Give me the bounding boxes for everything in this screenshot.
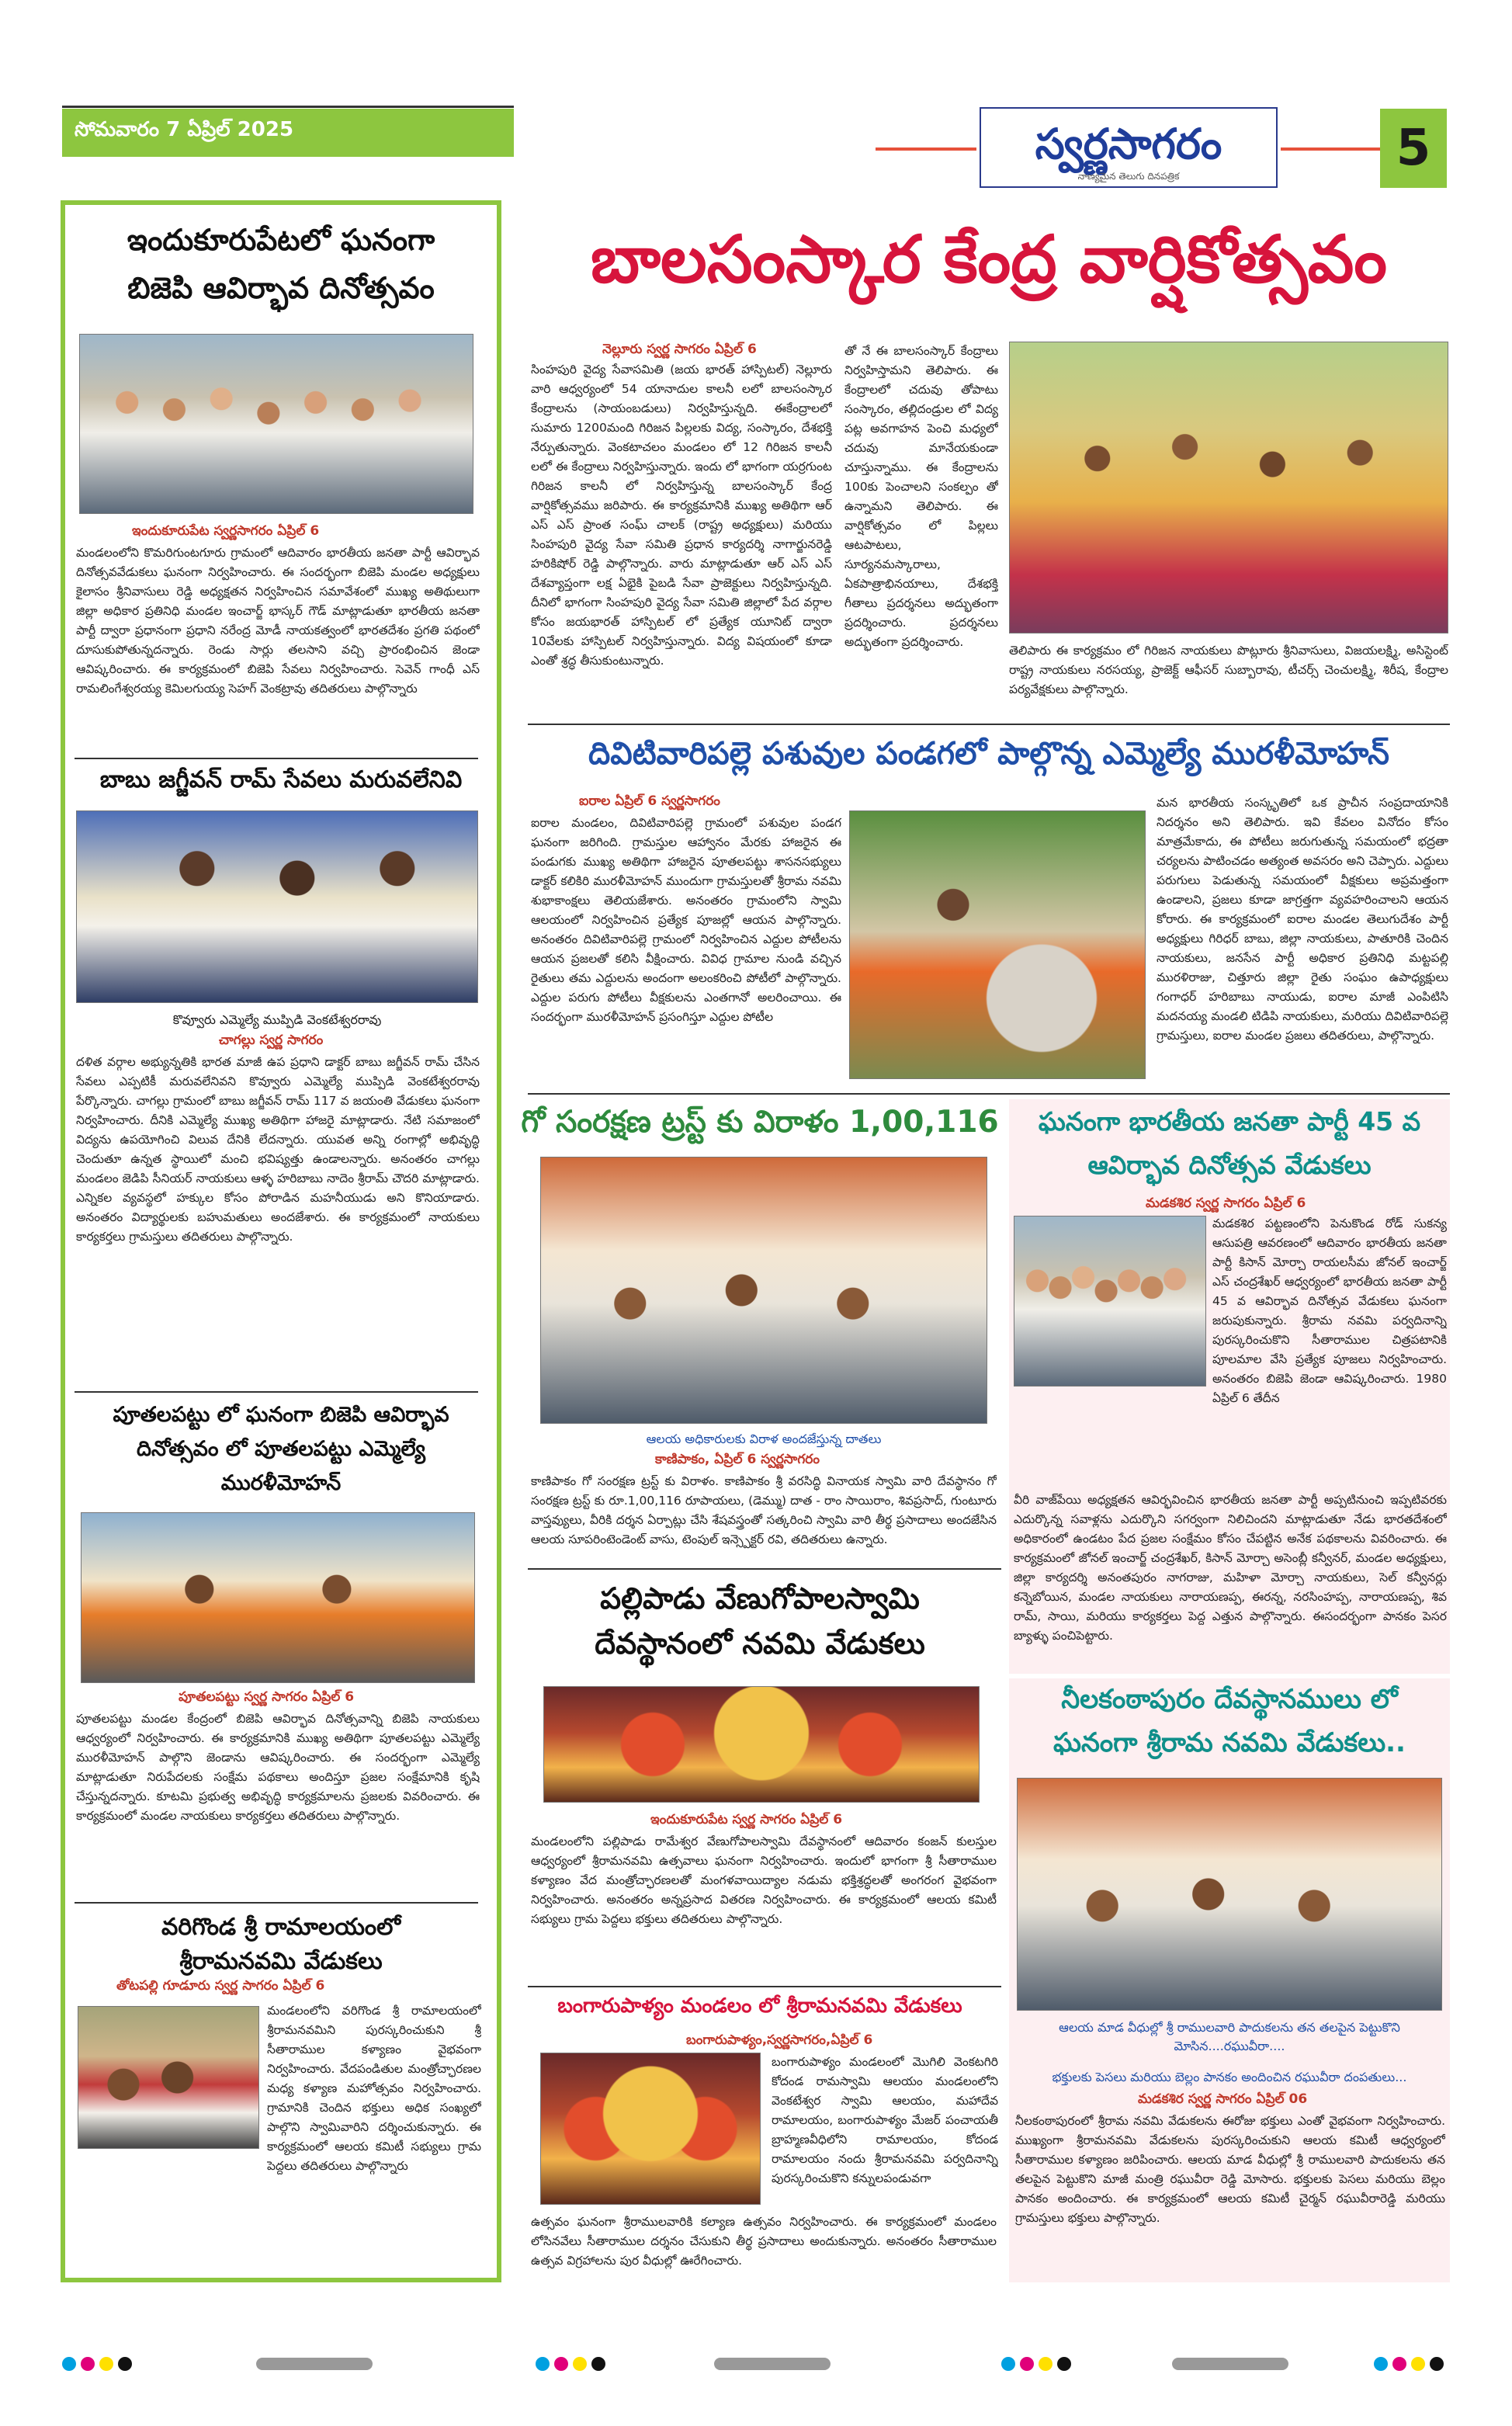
masthead-red-line-left <box>876 148 976 151</box>
pallipadu-photo <box>543 1686 980 1803</box>
masthead <box>0 0 1512 202</box>
trust-caption: ఆలయ అధికారులకు విరాళ అందజేస్తున్న దాతలు <box>646 1432 882 1446</box>
s4-top-rule <box>75 1902 478 1904</box>
s2-body: దళిత వర్గాల అభ్యున్నతికి భారత మాజీ ఉప ప్రధాని డాక్టర్ బాబు జగ్జీవన్ రామ్ చేసిన సేవలు ఎప్పటికీ మరువలేనివని కొవ్వూరు ఎమ్మెల్యే ముప్పిడి వెంకటేశ్వరరావు పేర్కొన్నారు. చాగల్లు గ్రామంలో బాబు జగ్జీవన్ రామ్ 117 వ జయంతి వేడుకలు ఘనంగా నిర్వహించారు. దీనికి ఎమ్మెల్యే ముఖ్య అతిథిగా హాజరై మాట్లాడారు. నేటి సమాజంలో విద్యను ఉపయోగించి విలువ దేనికి లేదన్నారు. యువత అన్ని రంగాల్లో అభివృద్ధి చెందుతూ ఉన్నత స్థాయిలో మంచి భవిష్యత్తు ఉండాలన్నారు. అనంతరం చాగల్లు మండలం జెడిపి సీనియర్ నాయకులు ఆళ్ళ హరిబాబు నాదెం శ్రీరామ్ చౌదరి మాట్లాడారు. ఎన్నికల వ్యవస్థలో హక్కుల కోసం పోరాడిన మహనీయుడు అని కొనియాడారు. అనంతరం విద్యార్థులకు బహుమతులు అందజేశారు. ఈ కార్యక్రమంలో నాయకులు కార్యకర్తలు గ్రామస్తులు తదితరులు పాల్గొన్నారు. <box>76 1055 480 1244</box>
pallipadu-credit: ఇందుకూరుపేట స్వర్ణ సాగరం ఏప్రిల్ 6 <box>650 1812 843 1827</box>
s2-credit: చాగల్లు స్వర్ణ సాగరం <box>219 1033 324 1048</box>
bjp45-body-top: మడకశిర పట్టణంలోని పెనుకొండ రోడ్ సుకన్య ఆసుపత్రి ఆవరణంలో ఆదివారం భారతీయ జనతా పార్టీ కిసాన్ మోర్చా రాయలసీమ జోనల్ ఇంచార్జ్ ఎస్ చంద్రశేఖర్ ఆధ్వర్యంలో భారతీయ జనతా పార్టీ 45 వ ఆవిర్భావ దినోత్సవ వేడుకలు ఘనంగా జరుపుకున్నారు. శ్రీరామ నవమి పర్వదినాన్ని పురస్కరించుకొని సీతారాముల చిత్రపటానికి పూలమాల వేసి ప్రత్యేక పూజలు నిర్వహించారు. అనంతరం బిజెపి జెండా ఆవిష్కరించారు. 1980 ఏప్రిల్ 6 తేదీన <box>1212 1216 1447 1405</box>
pallipadu-title-line1: పల్లిపాడు వేణుగోపాలస్వామి <box>600 1581 920 1616</box>
main-headline: బాలసంస్కార కేంద్ర వార్షికోత్సవం <box>590 221 1387 297</box>
cattle-photo <box>849 810 1146 1079</box>
reg-dot-cyan-1 <box>62 2357 76 2371</box>
trust-body: కాణిపాకం గో సంరక్షణ ట్రస్ట్ కు విరాళం. కాణిపాకం శ్రీ వరసిద్ధి వినాయక స్వామి వారి దేవస్థానం గో సంరక్షణ ట్రస్ట్ కు రూ.1,00,116 రూపాయలు, (డెమ్ము) దాత - రాం సాయిరాం, శివప్రసాద్, గుంటూరు వాస్తవ్యులు, వీరికి దర్శన ఏర్పాట్లు చేసి శేషవస్త్రంతో సత్కరించి స్వామి వారి తీర్థ ప్రసాదాలు అందజేసిన ఆలయ సూపరింటెండెంట్ వాసు, టెంపుల్ ఇన్స్పెక్టర్ రవి, తదితరులు ఉన్నారు. <box>531 1474 997 1546</box>
main-body-col2: తో నే ఈ బాలసంస్కార్ కేంద్రాలు నిర్వహిస్తామని తెలిపారు. ఈ కేంద్రాలలో చదువు తోపాటు సంస్కారం, తల్లిదండ్రుల లో విద్య పట్ల అవగాహన పెంచి మధ్యలో చదువు మానేయకుండా చూస్తున్నాము. ఈ కేంద్రాలను 100కు పెంచాలని సంకల్పం తో ఉన్నామని తెలిపారు. ఈ వార్షికోత్సవం లో పిల్లలు ఆటపాటలు, సూర్యనమస్కారాలు, ఏకపాత్రాభినయాలు, దేశభక్తి గీతాలు ప్రదర్శనలు అద్భుతంగా ప్రదర్శించారు. ప్రదర్శనలు అద్భుతంగా ప్రదర్శించారు. <box>844 344 998 649</box>
cattle-body-right: మన భారతీయ సంస్కృతిలో ఒక ప్రాచీన సంప్రదాయానికి నిదర్శనం అని తెలిపారు. ఇవి కేవలం వినోదం కోసం మాత్రమేకాదు, ఈ పోటీలు జరుగుతున్న సమయంలో భద్రతా చర్యలను పాటించడం అత్యంత అవసరం అని చెప్పారు. ఎద్దులు పరుగులు పెడుతున్న సమయంలో వీక్షకులు అప్రమత్తంగా ఉండాలని, ప్రజలు కూడా జాగ్రత్తగా వ్యవహరించాలని ఆయన కోరారు. ఈ కార్యక్రమంలో ఐరాల మండల తెలుగుదేశం పార్టీ అధ్యక్షులు గిరిధర్ బాబు, జిల్లా నాయకులు, పాతూరికి చెందిన నాయకులు, జనసేన పార్టీ అధికార ప్రతినిధి మట్టపల్లి మురళిరాజు, చిత్తూరు జిల్లా రైతు సంఘం ఉపాధ్యక్షులు గంగాధర్ హరిబాబు నాయుడు, ఐరాల మాజీ ఎంపిటిసి మదనయ్య మండలి టిడిపి నాయకులు, మరియు దివిటివారిపల్లె గ్రామస్తులు, ఐరాల మండల ప్రజలు తదితరులు, పాల్గొన్నారు. <box>1157 796 1448 1043</box>
s3-title-line2: దినోత్సవం లో పూతలపట్టు ఎమ్మెల్యే <box>137 1437 425 1461</box>
bangarupalem-body-wide: ఉత్సవం ఘనంగా శ్రీరాములవారికి కల్యాణ ఉత్సవం నిర్వహించారు. ఈ కార్యక్రమంలో మండలం లోసినవేలు సీతారాముల దర్శనం చేసుకుని తీర్థ ప్రసాదాలు అందుకున్నారు. అనంతరం సీతారాముల ఉత్సవ విగ్రహాలను పుర వీధుల్లో ఊరేగించారు. <box>531 2215 997 2268</box>
s2-title: బాబు జగ్జీవన్ రామ్ సేవలు మరువలేనివి <box>99 766 463 793</box>
s2-photo <box>76 810 478 1003</box>
reg-dot-cyan-3 <box>1001 2357 1015 2371</box>
bjp45-credit: మడకశిర స్వర్ణ సాగరం ఏప్రిల్ 6 <box>1146 1196 1306 1211</box>
s4-credit: తోటపల్లి గూడూరు స్వర్ణ సాగరం ఏప్రిల్ 6 <box>116 1978 325 1994</box>
neelakanta-photo <box>1017 1778 1442 2011</box>
trust-photo <box>540 1157 987 1424</box>
reg-dot-magenta-3 <box>1020 2357 1034 2371</box>
trust-credit: కాణిపాకం, ఏప్రిల్ 6 స్వర్ణసాగరం <box>655 1452 820 1467</box>
reg-dot-magenta-4 <box>1392 2357 1406 2371</box>
cattle-bottom-rule <box>528 1093 1450 1095</box>
neelakanta-caption-line2: భక్తులకు పెసలు మరియు బెల్లం పానకం అందించిన రఘువీరా దంపతులు... <box>1052 2070 1407 2084</box>
cattle-headline: దివిటివారిపల్లె పశువుల పండగలో పాల్గొన్న ఎమ్మెల్యే మురళీమోహన్ <box>588 736 1389 772</box>
neelakanta-caption-line1: ఆలయ మాడ వీధుల్లో శ్రీ రాములవారి పాదుకలను తన తలపైన పెట్టుకొని మోసిన....రఘువీరా.... <box>1059 2020 1400 2053</box>
pallipadu-body: మండలంలోని పల్లిపాడు రామేశ్వర వేణుగోపాలస్వామి దేవస్థానంలో ఆదివారం కంజన్ కులస్తుల ఆధ్వర్యంలో శ్రీరామనవమి ఉత్సవాలు ఘనంగా నిర్వహించారు. ఇందులో భాగంగా శ్రీ సీతారాముల కళ్యాణం వేద మంత్రోచ్ఛారణలతో మంగళవాయిద్యాల నడుమ భక్తిశ్రద్ధలతో అంగరంగ వైభవంగా నిర్వహించారు. అనంతరం అన్నప్రసాద వితరణ నిర్వహించారు. ఈ కార్యక్రమంలో ఆలయ కమిటీ సభ్యులు గ్రామ పెద్దలు భక్తులు తదితరులు పాల్గొన్నారు. <box>531 1834 997 1926</box>
bjp45-title-line2: ఆవిర్భావ దినోత్సవ వేడుకలు <box>1087 1150 1372 1180</box>
registration-marks <box>0 2352 1512 2383</box>
reg-dot-cyan-2 <box>536 2357 550 2371</box>
neelakanta-title-line1: నీలకంఠాపురం దేవస్థానములు లో <box>1061 1684 1398 1715</box>
page-number: 5 <box>1396 120 1431 177</box>
s3-photo <box>81 1512 475 1683</box>
pallipadu-title-line2: దేవస్థానంలో నవమి వేడుకలు <box>595 1626 925 1661</box>
reg-dot-yellow-1 <box>99 2357 113 2371</box>
s4-body: మండలంలోని వరిగొండ శ్రీ రామాలయంలో శ్రీరామనవమిని పురస్కరించుకుని శ్రీ సీతారాముల కళ్యాణం వైభవంగా నిర్వహించారు. వేదపండితుల మంత్రోచ్ఛారణల మధ్య కళ్యాణ మహోత్సవం నిర్వహించారు. గ్రామానికి చెందిన భక్తులు అధిక సంఖ్యలో పాల్గొని స్వామివారిని దర్శించుకున్నారు. ఈ కార్యక్రమంలో ఆలయ కమిటీ సభ్యులు గ్రామ పెద్దలు తదితరులు పాల్గొన్నారు <box>267 2004 481 2173</box>
bjp45-photo <box>1014 1216 1206 1387</box>
s1-title-line2: బిజెపి ఆవిర్భావ దినోత్సవం <box>127 271 435 305</box>
trust-headline: గో సంరక్షణ ట్రస్ట్ కు విరాళం 1,00,116 <box>521 1105 999 1140</box>
reg-dot-yellow-2 <box>573 2357 587 2371</box>
reg-dot-black-1 <box>118 2357 132 2371</box>
cattle-body-left: ఐరాల మండలం, దివిటివారిపల్లె గ్రామంలో పశువుల పండగ ఘనంగా జరిగింది. గ్రామస్తుల ఆహ్వానం మేరకు హాజరైన ఈ పండుగకు ముఖ్య అతిథిగా హాజరైన పూతలపట్టు శాసనసభ్యులు డాక్టర్ కలికిరి మురళీమోహన్ ముందుగా గ్రామస్తులతో శ్రీరామ నవమి శుభాకాంక్షలు తెలియజేశారు. అనంతరం గ్రామంలోని స్వామి ఆలయంలో నిర్వహించిన ప్రత్యేక పూజల్లో ఆయన పాల్గొన్నారు. అనంతరం దివిటివారిపల్లె గ్రామంలో నిర్వహించిన ఎద్దుల పోటీలను ఆయన ప్రజలతో కలిసి వీక్షించారు. వివిధ గ్రామాల నుండి వచ్చిన రైతులు తమ ఎద్దులను అందంగా అలంకరించి పోటీలో పాల్గొన్నారు. ఎద్దుల పరుగు పోటీలు వీక్షకులను ఎంతగానో అలరించాయి. ఈ సందర్భంగా మురళీమోహన్ ప్రసంగిస్తూ ఎద్దుల పోటీల <box>531 816 841 1024</box>
s2-caption: కొవ్వూరు ఎమ్మెల్యే ముప్పిడి వెంకటేశ్వరరావు <box>172 1012 382 1027</box>
main-body-col1: సింహపురి వైద్య సేవాసమితి (జయ భారత్ హాస్పిటల్) నెల్లూరు వారి ఆధ్వర్యంలో 54 యానాదుల కాలనీ లలో బాలసంస్కార కేంద్రాలను (సాయంబడులు) నిర్వహిస్తున్నది. ఈకేంద్రాలలో సుమారు 1200మంది గిరిజన పిల్లలకు విద్య, సంస్కారం, దేశభక్తి నేర్పుతున్నారు. వెంకటాచలం మండలం లో 12 గిరిజన కాలనీ లలో ఈ కేంద్రాలు నిర్వహిస్తున్నారు. ఇందు లో భాగంగా యర్రగుంట గిరిజన కాలనీ లో నిర్వహిస్తున్న బాలసంస్కార్ కేంద్ర వార్షికోత్సవము జరిపారు. ఈ కార్యక్రమానికి ముఖ్య అతిథిగా ఆర్ ఎస్ ఎస్ ప్రాంత సంఘ్ చాలక్ (రాష్ట్ర అధ్యక్షులు) మరియు సింహపురి వైద్య సేవా సమితి ప్రధాన కార్యదర్శి నాగార్జునరెడ్డి హరికిషోర్ రెడ్డి పాల్గొన్నారు. వారు మాట్లాడుతూ ఆర్ ఎస్ ఎస్ దేశవ్యాప్తంగా లక్ష ఏభైకి పైబడి సేవా ప్రాజెక్టులు నిర్వహిస్తున్నది. దీనిలో భాగంగా సింహపురి వైద్య సేవా సమితి జిల్లాలో పేద వర్గాల కోసం జయభారత్ హాస్పిటల్ లో ప్రత్యేక యూనిట్ ద్వారా 10వేలకు హాస్పిటల్ నిర్వహిస్తున్నారు. విద్య విషయంలో కూడా ఎంతో శ్రద్ధ తీసుకుంటున్నారు. <box>531 363 832 668</box>
neelakanta-credit: మడకశిర స్వర్ణ సాగరం ఏప్రిల్ 06 <box>1138 2091 1308 2107</box>
reg-dot-magenta-2 <box>554 2357 568 2371</box>
masthead-top-rule <box>62 106 514 108</box>
s1-photo <box>79 334 473 514</box>
reg-bar-1 <box>256 2358 373 2370</box>
masthead-logo-box <box>980 107 1278 188</box>
page-number-box <box>1380 109 1447 188</box>
reg-dot-black-3 <box>1057 2357 1071 2371</box>
reg-dot-black-4 <box>1430 2357 1444 2371</box>
pallipadu-bottom-rule <box>528 1986 1001 1987</box>
bangarupalem-photo <box>540 2053 761 2205</box>
main-photo <box>1009 342 1448 633</box>
cattle-credit: ఐరాల ఏప్రిల్ 6 స్వర్ణసాగరం <box>579 793 720 809</box>
main-credit: నెల్లూరు స్వర్ణ సాగరం ఏప్రిల్ 6 <box>602 342 757 357</box>
bangarupalem-credit: బంగారుపాళ్యం,స్వర్ణసాగరం,ఏప్రిల్ 6 <box>686 2032 873 2048</box>
bjp45-body: వీరి వాజ్‌పేయి అధ్యక్షతన ఆవిర్భవించిన భారతీయ జనతా పార్టీ అప్పటినుంచి ఇప్పటివరకు ఎదుర్కొన్న సవాళ్లను ఎదుర్కొని సగర్వంగా నిలిచిందని మాట్లాడుతూ నేడు భారతదేశంలో అధికారంలో ఉండటం పేద ప్రజల సంక్షేమం కోసం చేపట్టిన అనేక పథకాలను వివరించారు. ఈ కార్యక్రమంలో జోనల్ ఇంచార్జ్ చంద్రశేఖర్, కిసాన్ మోర్చా అసెంబ్లీ కన్వీనర్, మండల అధ్యక్షులు, జిల్లా కార్యదర్శి అనంతపురం నాగరాజు, మహిళా మోర్చా నాయకులు, సెల్ కన్వీనర్లు కన్నెబోయిన, మండల నాయకులు నారాయణప్ప, ఈరన్న, నరసింహప్ప, నారాయణప్ప, శివ రామ్, సాయి, మరియు కార్యకర్తలు పెద్ద ఎత్తున పాల్గొన్నారు. ఈసందర్భంగా పానకం పెసర బ్యాళ్ళు పంచిపెట్టారు. <box>1014 1493 1447 1643</box>
reg-dot-yellow-4 <box>1411 2357 1425 2371</box>
main-bottom-rule <box>528 724 1450 725</box>
s4-title-line2: శ్రీరామనవమి వేడుకలు <box>179 1948 383 1975</box>
neelakanta-title-line2: ఘనంగా శ్రీరామ నవమి వేడుకలు.. <box>1053 1727 1406 1758</box>
s2-top-rule <box>75 758 478 759</box>
s3-body: పూతలపట్టు మండల కేంద్రంలో బిజెపి ఆవిర్భావ దినోత్సవాన్ని బిజెపి నాయకులు ఆధ్వర్యంలో నిర్వహించారు. ఈ కార్యక్రమానికి ముఖ్య అతిథిగా పూతలపట్టు ఎమ్మెల్యే మురళీమోహన్ పాల్గొని జెండాను ఆవిష్కరించారు. ఈ సందర్భంగా ఎమ్మెల్యే మాట్లాడుతూ నిరుపేదలకు సంక్షేమ పథకాలు అందిస్తూ ప్రజల సంక్షేమానికి కృషి చేస్తున్నదన్నారు. కూటమి ప్రభుత్వ అభివృద్ధి కార్యక్రమాలను ప్రజలకు వివరించారు. ఈ కార్యక్రమంలో మండల నాయకులు కార్యకర్తలు తదితరులు పాల్గొన్నారు. <box>76 1712 480 1823</box>
reg-dot-yellow-3 <box>1039 2357 1053 2371</box>
reg-dot-black-2 <box>591 2357 605 2371</box>
logo-text: స్వర్ణసాగరం <box>1035 120 1222 168</box>
issue-date: సోమవారం 7 ఏప్రిల్ 2025 <box>75 118 294 141</box>
s3-title-line3: మురళీమోహన్ <box>220 1471 342 1495</box>
s1-credit: ఇందుకూరుపేట స్వర్ణసాగరం ఏప్రిల్ 6 <box>132 523 320 539</box>
bangarupalem-body-right: బంగారుపాళ్యం మండలంలో మొగిలి వెంకటగిరి కోదండ రామస్వామి ఆలయం మండలంలోని వెంకటేశ్వర స్వామి ఆలయం, మహాదేవ రామాలయం, బంగారుపాళ్యం మేజర్ పంచాయతీ బ్రాహ్మణవీధిలోని రామాలయం, కోదండ రామాలయం నందు శ్రీరామనవమి పర్వదినాన్ని పురస్కరించుకొని కన్నులపండువగా <box>772 2055 998 2185</box>
reg-dot-magenta-1 <box>81 2357 95 2371</box>
s3-top-rule <box>75 1391 478 1393</box>
s4-photo <box>78 2006 259 2149</box>
bjp45-title-line1: ఘనంగా భారతీయ జనతా పార్టీ 45 వ <box>1038 1106 1421 1137</box>
s1-title-line1: ఇందుకూరుపేటలో ఘనంగా <box>127 223 435 257</box>
s3-title-line1: పూతలపట్టు లో ఘనంగా బిజెపి ఆవిర్భావ <box>113 1403 449 1427</box>
reg-bar-2 <box>714 2358 831 2370</box>
s1-body: మండలంలోని కొమరిగుంటగూరు గ్రామంలో ఆదివారం భారతీయ జనతా పార్టీ ఆవిర్భావ దినోత్సవవేడుకలు ఘనంగా నిర్వహించారు. ఈ సందర్భంగా బిజెపి మండల అధ్యక్షులు కైలాసం శ్రీనివాసులు రెడ్డి అధ్యక్షతన నిర్వహించిన సమావేశంలో ముఖ్య అతిథులుగా జిల్లా అధికార ప్రతినిధి మండల ఇంచార్జ్ భాస్కర్ గౌడ్ మాట్లాడుతూ భారతీయ జనతా పార్టీ ద్వారా ప్రధానంగా ప్రధాని నరేంద్ర మోడీ నాయకత్వంలో భారతదేశం ప్రగతి పథంలో దూసుకుపోతున్నదన్నారు. రెండు సార్లు తలసాని వచ్చి ప్రారంభించిన జెండా ఆవిష్కరించారు. ఈ కార్యక్రమంలో బిజెపి సేవలు నిర్వహించారు. సెవెన్ గాంధీ ఎస్ రామలింగేశ్వరయ్య కెమిలగుయ్య సెహగ్ వెంకట్రావు తదితరులు పాల్గొన్నారు <box>76 546 480 696</box>
trust-bottom-rule <box>528 1568 1001 1570</box>
s4-title-line1: వరిగొండ శ్రీ రామాలయంలో <box>161 1914 401 1941</box>
reg-bar-3 <box>1172 2358 1288 2370</box>
logo-tagline: నాణ్యమైన తెలుగు దినపత్రిక <box>1077 171 1180 182</box>
masthead-red-line-right <box>1281 148 1382 151</box>
bangarupalem-title: బంగారుపాళ్యం మండలం లో శ్రీరామనవమి వేడుకలు <box>557 1994 962 2018</box>
main-body-right: తెలిపారు ఈ కార్యక్రమం లో గిరిజన నాయకులు పొట్లూరు శ్రీనివాసులు, విజయలక్ష్మి, అసిస్టెంట్ రాష్ట్ర నాయకులు నరసయ్య, ప్రాజెక్ట్ ఆఫీసర్ సుబ్బారావు, టీచర్స్ చెంచులక్ష్మి, శిరీష, కేంద్రాల పర్యవేక్షకులు పాల్గొన్నారు. <box>1009 644 1448 696</box>
neelakanta-body: నీలకంఠాపురంలో శ్రీరామ నవమి వేడుకలను ఈరోజు భక్తులు ఎంతో వైభవంగా నిర్వహించారు. ముఖ్యంగా శ్రీరామనవమి వేడుకలను పురస్కరించుకుని ఆలయ కమిటీ ఆధ్వర్యంలో సీతారాముల కళ్యాణం జరిపించారు. ఆలయ మాడ వీధుల్లో శ్రీ రాములవారి పాదుకలను తన తలపైన పెట్టుకొని మాజీ మంత్రి రఘువీరా రెడ్డి మోసారు. భక్తులకు పెసలు మరియు బెల్లం పానకం అందించారు. ఈ కార్యక్రమంలో ఆలయ కమిటీ చైర్మన్ రఘువీరారెడ్డి మరియు గ్రామస్తులు భక్తులు పాల్గొన్నారు. <box>1015 2114 1445 2225</box>
reg-dot-cyan-4 <box>1374 2357 1388 2371</box>
s3-credit: పూతలపట్టు స్వర్ణ సాగరం ఏప్రిల్ 6 <box>179 1689 355 1705</box>
